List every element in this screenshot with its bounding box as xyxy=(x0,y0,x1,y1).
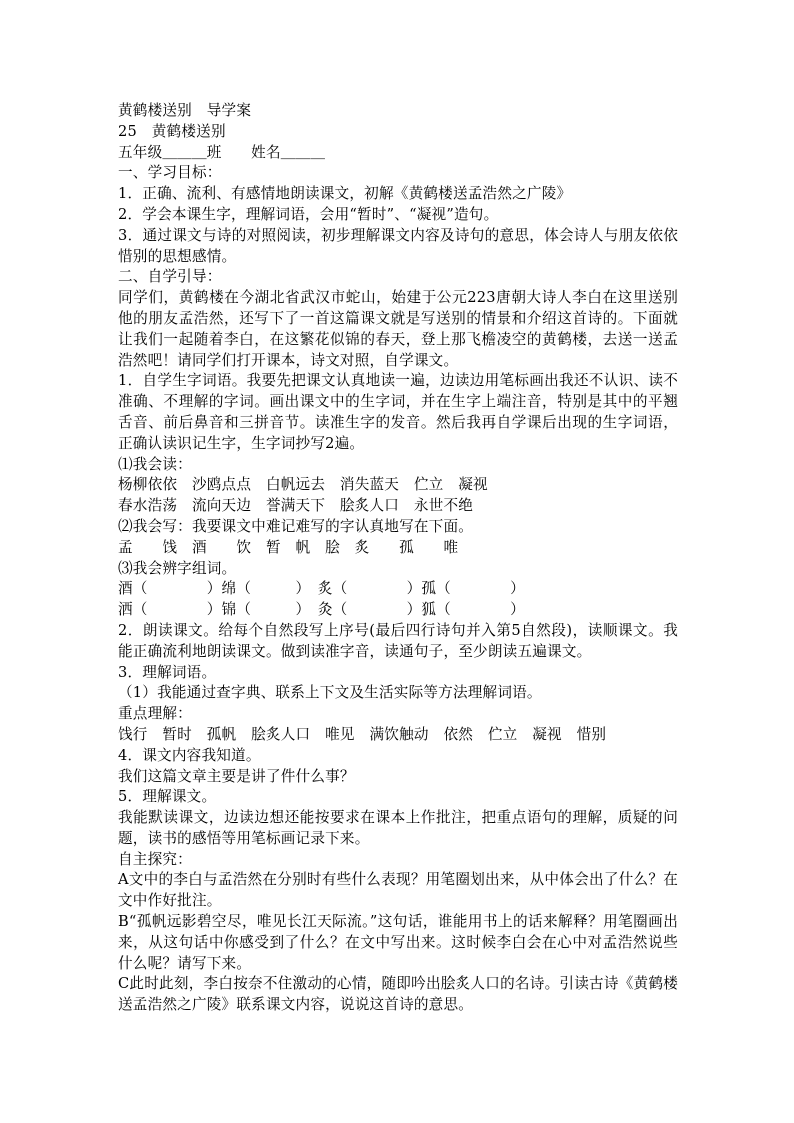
document-body xyxy=(118,101,678,1016)
question-c: C此时此刻，李白按奈不住激动的心情，随即吟出脍炙人口的名诗。引读古诗《黄鹤楼送孟浩然之广陵》联系课文内容，说说这首诗的意思。 xyxy=(118,975,678,1014)
explore-heading: 自主探究： xyxy=(118,850,192,868)
write-heading: ⑵我会写：我要课文中难记难写的字认真地写在下面。 xyxy=(118,517,474,535)
step-4-question: 我们这篇文章主要是讲了件什么事？ xyxy=(118,767,355,785)
step-5-heading: 5．理解课文。 xyxy=(118,788,217,806)
read-words-row-1: 杨柳依依 沙鸥点点 白帆远去 消失蓝天 伫立 凝视 xyxy=(118,476,488,494)
read-heading: ⑴我会读： xyxy=(118,455,192,473)
intro-paragraph: 同学们，黄鹤楼在今湖北省武汉市蛇山，始建于公元223唐朝大诗人李白在这里送别他的朋友孟浩然，还写下了一首这篇课文就是写送别的情景和介绍这首诗的。下面就让我们一起随着李白，在这繁花似锦的春天，登上那飞檐凌空的黄鹤楼，去送一送孟浩然吧！请同学们打开课本，诗文对照，自学课文。 xyxy=(118,289,678,369)
step-2-paragraph: 2．朗读课文。给每个自然段写上序号(最后四行诗句并入第5自然段)，读顺课文。我能正确流利地朗读课文。做到读准字音，读通句子，至少朗读五遍课文。 xyxy=(118,621,678,660)
grade-name-line: 五年级＿＿＿班 姓名＿＿＿ xyxy=(118,143,326,161)
step-3-heading: 3．理解词语。 xyxy=(118,663,217,681)
distinguish-row-2: 洒（ ）锦（ ） 灸（ ）狐（ ） xyxy=(118,601,525,619)
step-3-sub: （1）我能通过查字典、联系上下文及生活实际等方法理解词语。 xyxy=(118,684,542,702)
write-chars-row: 孟 饯 酒 饮 暂 帆 脍 炙 孤 唯 xyxy=(118,538,459,556)
key-words-heading: 重点理解： xyxy=(118,705,192,723)
goal-1: 1．正确、流利、有感情地朗读课文，初解《黄鹤楼送孟浩然之广陵》 xyxy=(118,185,572,203)
step-4-heading: 4．课文内容我知道。 xyxy=(118,746,261,764)
distinguish-heading: ⑶我会辨字组词。 xyxy=(118,559,237,577)
step-1-paragraph: 1．自学生字词语。我要先把课文认真地读一遍，边读边用笔标画出我还不认识、读不准确、不理解的字词。画出课文中的生字词，并在生字上端注音，特别是其中的平翘舌音、前后鼻音和三拼音节。读准生字的发音。然后我再自学课后出现的生字词语，正确认读识记生字，生字词抄写2遍。 xyxy=(118,372,678,452)
step-5-paragraph: 我能默读课文，边读边想还能按要求在课本上作批注，把重点语句的理解，质疑的问题，读书的感悟等用笔标画记录下来。 xyxy=(118,809,678,847)
section-heading-goals: 一、学习目标： xyxy=(118,164,222,182)
lesson-heading: 25 黄鹤楼送别 xyxy=(118,122,226,140)
section-heading-self-study: 二、自学引导： xyxy=(118,268,222,286)
read-words-row-2: 春水浩荡 流向天边 誉满天下 脍炙人口 永世不绝 xyxy=(118,497,474,515)
distinguish-row-1: 酒（ ）绵（ ） 炙（ ）孤（ ） xyxy=(118,580,525,598)
question-b: B“孤帆远影碧空尽，唯见长江天际流。”这句话，谁能用书上的话来解释？用笔圈画出来，从这句话中你感受到了什么？在文中写出来。这时候李白会在心中对孟浩然说些什么呢？请写下来。 xyxy=(118,913,678,972)
question-a: A文中的李白与孟浩然在分别时有些什么表现？用笔圈划出来，从中体会出了什么？在文中作好批注。 xyxy=(118,871,678,910)
goal-3: 3．通过课文与诗的对照阅读，初步理解课文内容及诗句的意思，体会诗人与朋友依依惜别的思想感情。 xyxy=(118,226,678,265)
doc-title: 黄鹤楼送别 导学案 xyxy=(118,102,252,119)
key-words-row: 饯行 暂时 孤帆 脍炙人口 唯见 满饮触动 依然 伫立 凝视 惜别 xyxy=(118,725,607,743)
goal-2: 2．学会本课生字，理解词语，会用“暂时”、“凝视”造句。 xyxy=(118,205,499,223)
